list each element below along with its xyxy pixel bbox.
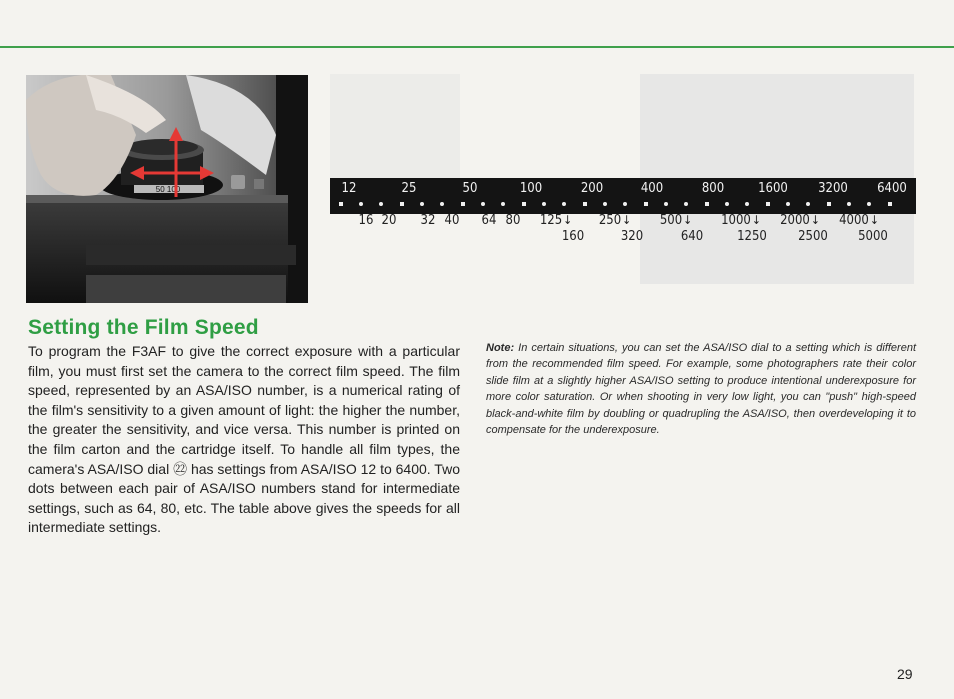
arrow-down-icon: ↓ xyxy=(622,213,632,227)
scale-main-value: 3200 xyxy=(818,181,848,196)
scale-dot xyxy=(847,202,851,206)
scale-intermediate-value: 4000↓ xyxy=(839,213,879,228)
scale-dot xyxy=(379,202,383,206)
scale-main-value: 400 xyxy=(640,181,664,196)
scale-intermediate-value: 500↓ xyxy=(659,213,693,228)
scale-intermediate-value: 64 xyxy=(481,213,497,228)
scale-dot xyxy=(420,202,424,206)
scale-dot xyxy=(684,202,688,206)
scale-dot xyxy=(623,202,627,206)
scale-intermediate-value: 80 xyxy=(505,213,521,228)
scale-main-value: 100 xyxy=(519,181,543,196)
dial-scale-text: 50 100 xyxy=(155,185,181,194)
top-rule xyxy=(0,46,954,48)
scale-intermediate-value: 320 xyxy=(620,229,644,244)
scale-intermediate-value: 640 xyxy=(680,229,704,244)
facing-page-bleed-small xyxy=(330,74,460,184)
scale-dot xyxy=(786,202,790,206)
note-block xyxy=(486,340,916,438)
scale-dot xyxy=(725,202,729,206)
scale-dot xyxy=(501,202,505,206)
scale-dot xyxy=(542,202,546,206)
scale-tick xyxy=(583,202,587,206)
scale-dot xyxy=(481,202,485,206)
scale-dot xyxy=(359,202,363,206)
scale-dot xyxy=(562,202,566,206)
section-heading: Setting the Film Speed xyxy=(28,316,259,339)
scale-intermediate-value: 32 xyxy=(420,213,436,228)
page-number: 29 xyxy=(897,666,913,682)
scale-dot xyxy=(867,202,871,206)
scale-intermediate-value: 16 xyxy=(358,213,374,228)
scale-dot xyxy=(745,202,749,206)
scale-dot xyxy=(440,202,444,206)
scale-main-value: 50 xyxy=(462,181,478,196)
scale-dot xyxy=(664,202,668,206)
scale-intermediate-value: 1000↓ xyxy=(721,213,761,228)
scale-main-value: 12 xyxy=(341,181,357,196)
arrow-down-icon: ↓ xyxy=(810,213,820,227)
arrow-down-icon: ↓ xyxy=(683,213,693,227)
scale-tick xyxy=(400,202,404,206)
arrow-down-icon: ↓ xyxy=(751,213,761,227)
scale-main-value: 800 xyxy=(701,181,725,196)
scale-dot xyxy=(806,202,810,206)
scale-tick xyxy=(461,202,465,206)
camera-dial-photo xyxy=(26,75,308,303)
camera-dial-illustration xyxy=(26,75,308,303)
scale-main-value: 25 xyxy=(401,181,417,196)
note-text: In certain situations, you can set the ASA/ISO dial to a setting which is different from the recommended film speed. For example, some photographers rate their color slide film at a slightly higher ASA/ISO setting to produce intentional underexposure for more color saturation. Or when shooting in very low light, you can "push" high-speed black-and-white film by doubling or quadrupling the ASA/ISO, then overdeveloping it to compensate for the underexposure. xyxy=(486,342,917,437)
scale-tick xyxy=(705,202,709,206)
scale-intermediate-value: 2500 xyxy=(798,229,828,244)
scale-intermediate-value: 5000 xyxy=(858,229,888,244)
section-body: To program the F3AF to give the correct exposure with a particular film, you must first set the camera to the correct film speed. The film speed, represented by an ASA/ISO number, is a numerical rating of the film's sensitivity to a given amount of light: the higher the number, the greater the sensitivity, and vice versa. This number is printed on the film carton and the cartridge itself. To handle all film types, the camera's ASA/ISO dial ㉒ has settings from ASA/ISO 12 to 6400. Two dots between each pair of ASA/ISO numbers stand for intermediate settings, such as 64, 80, etc. The table above gives the speeds for all intermediate settings. xyxy=(28,343,460,536)
scale-tick xyxy=(766,202,770,206)
scale-tick xyxy=(888,202,892,206)
scale-main-value: 200 xyxy=(580,181,604,196)
arrow-down-icon: ↓ xyxy=(869,213,879,227)
scale-intermediate-value: 40 xyxy=(444,213,460,228)
scale-main-value: 1600 xyxy=(758,181,788,196)
arrow-down-icon: ↓ xyxy=(563,213,573,227)
asa-iso-scale xyxy=(330,178,916,214)
note-label: Note: xyxy=(486,342,515,354)
scale-intermediate-value: 20 xyxy=(381,213,397,228)
scale-intermediate-value: 1250 xyxy=(737,229,767,244)
scale-dot xyxy=(603,202,607,206)
scale-intermediate-value: 250↓ xyxy=(598,213,632,228)
scale-intermediate-value: 160 xyxy=(561,229,585,244)
scale-tick xyxy=(827,202,831,206)
scale-intermediate-value: 2000↓ xyxy=(780,213,820,228)
scale-tick xyxy=(522,202,526,206)
scale-tick xyxy=(644,202,648,206)
scale-tick xyxy=(339,202,343,206)
scale-intermediate-value: 125↓ xyxy=(539,213,573,228)
scale-main-value: 6400 xyxy=(877,181,907,196)
